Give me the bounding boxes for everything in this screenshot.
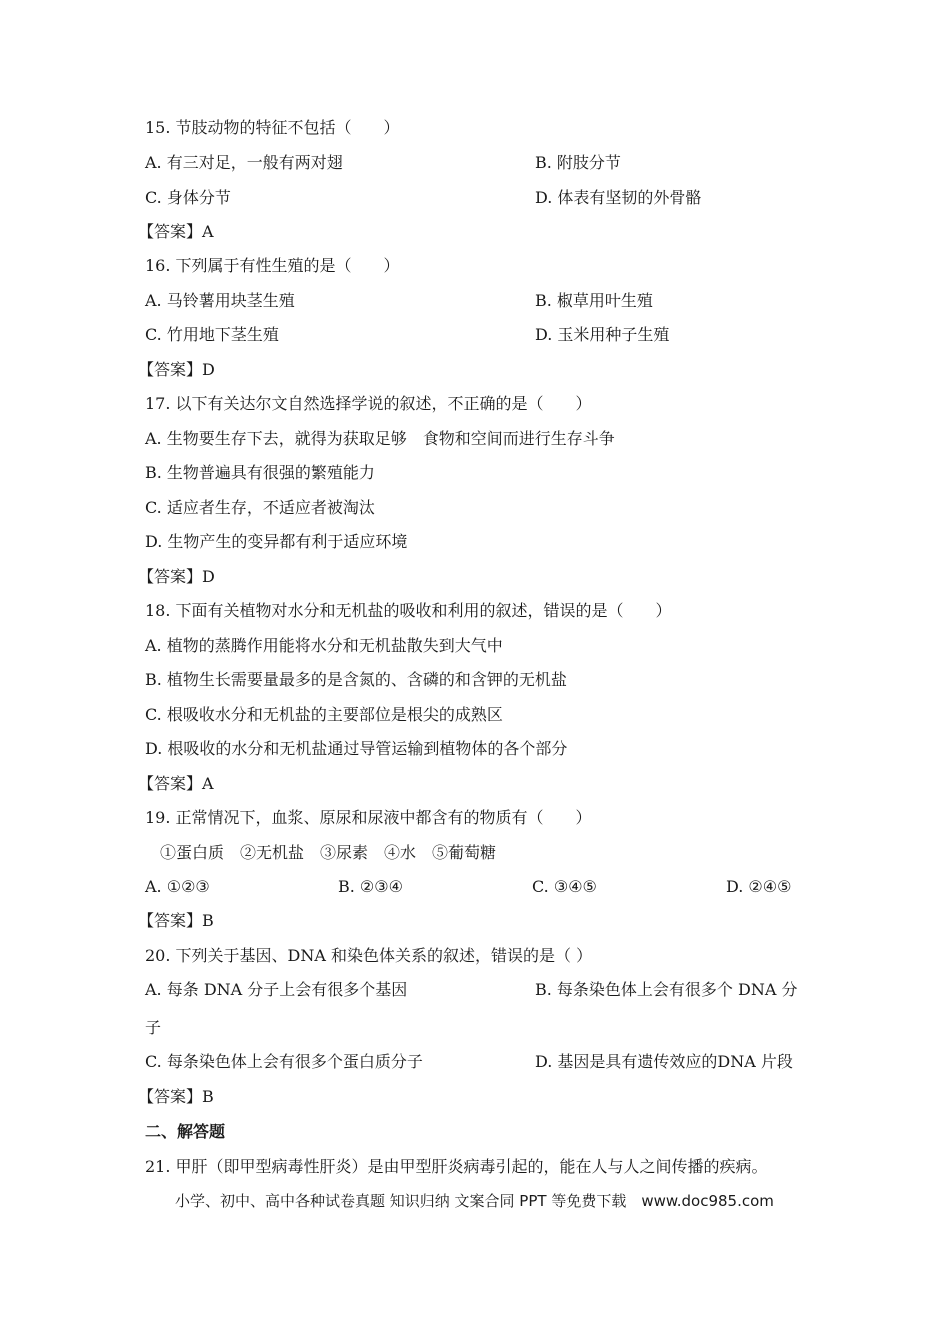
question-17-option-d: D. 生物产生的变异都有利于适应环境 [145,532,408,551]
question-19-option-b: B. ②③④ [338,877,403,896]
question-17-answer: 【答案】D [138,567,215,586]
question-16-stem: 16. 下列属于有性生殖的是（ ） [145,256,400,275]
question-15-option-b: B. 附肢分节 [535,153,621,172]
question-15-option-a: A. 有三对足，一般有两对翅 [145,153,343,172]
question-20-answer: 【答案】B [138,1087,214,1106]
question-17-option-b: B. 生物普遍具有很强的繁殖能力 [145,463,375,482]
question-16-answer: 【答案】D [138,360,215,379]
question-15-stem: 15. 节肢动物的特征不包括（ ） [145,118,400,137]
question-18-answer: 【答案】A [138,774,214,793]
question-17-stem: 17. 以下有关达尔文自然选择学说的叙述，不正确的是（ ） [145,394,592,413]
question-15-option-c: C. 身体分节 [145,188,231,207]
question-18-option-b: B. 植物生长需要量最多的是含氮的、含磷的和含钾的无机盐 [145,670,567,689]
question-15-option-d: D. 体表有坚韧的外骨骼 [535,188,702,207]
question-18-stem: 18. 下面有关植物对水分和无机盐的吸收和利用的叙述，错误的是（ ） [145,601,672,620]
question-20-option-d: D. 基因是具有遗传效应的DNA 片段 [535,1052,793,1071]
footer-banner: 小学、初中、高中各种试卷真题 知识归纳 文案合同 PPT 等免费下载 www.doc985.com [175,1192,774,1210]
section-heading: 二、解答题 [145,1122,226,1141]
question-17-option-c: C. 适应者生存，不适应者被淘汰 [145,498,375,517]
question-19-answer: 【答案】B [138,911,214,930]
question-19-stem: 19. 正常情况下，血浆、原尿和尿液中都含有的物质有（ ） [145,808,592,827]
question-18-option-a: A. 植物的蒸腾作用能将水分和无机盐散失到大气中 [145,636,503,655]
question-18-option-d: D. 根吸收的水分和无机盐通过导管运输到植物体的各个部分 [145,739,568,758]
question-21-stem: 21. 甲肝（即甲型病毒性肝炎）是由甲型肝炎病毒引起的，能在人与人之间传播的疾病。 [145,1157,768,1176]
question-19-option-c: C. ③④⑤ [532,877,597,896]
question-16-option-b: B. 椒草用叶生殖 [535,291,653,310]
question-19-option-a: A. ①②③ [145,877,210,896]
question-20-stem: 20. 下列关于基因、DNA 和染色体关系的叙述，错误的是（ ） [145,946,593,965]
question-20-option-a: A. 每条 DNA 分子上会有很多个基因 [145,980,408,999]
question-20-option-c: C. 每条染色体上会有很多个蛋白质分子 [145,1052,423,1071]
question-15-answer: 【答案】A [138,222,214,241]
question-16-option-d: D. 玉米用种子生殖 [535,325,670,344]
question-17-option-a: A. 生物要生存下去，就得为获取足够 食物和空间而进行生存斗争 [145,429,615,448]
question-16-option-c: C. 竹用地下茎生殖 [145,325,279,344]
question-19-items: ①蛋白质 ②无机盐 ③尿素 ④水 ⑤葡萄糖 [160,843,497,862]
question-19-option-d: D. ②④⑤ [726,877,792,896]
question-16-option-a: A. 马铃薯用块茎生殖 [145,291,295,310]
question-20-option-b: B. 每条染色体上会有很多个 DNA 分 [535,980,798,999]
question-18-option-c: C. 根吸收水分和无机盐的主要部位是根尖的成熟区 [145,705,503,724]
question-20-option-b-continued: 子 [145,1018,162,1037]
